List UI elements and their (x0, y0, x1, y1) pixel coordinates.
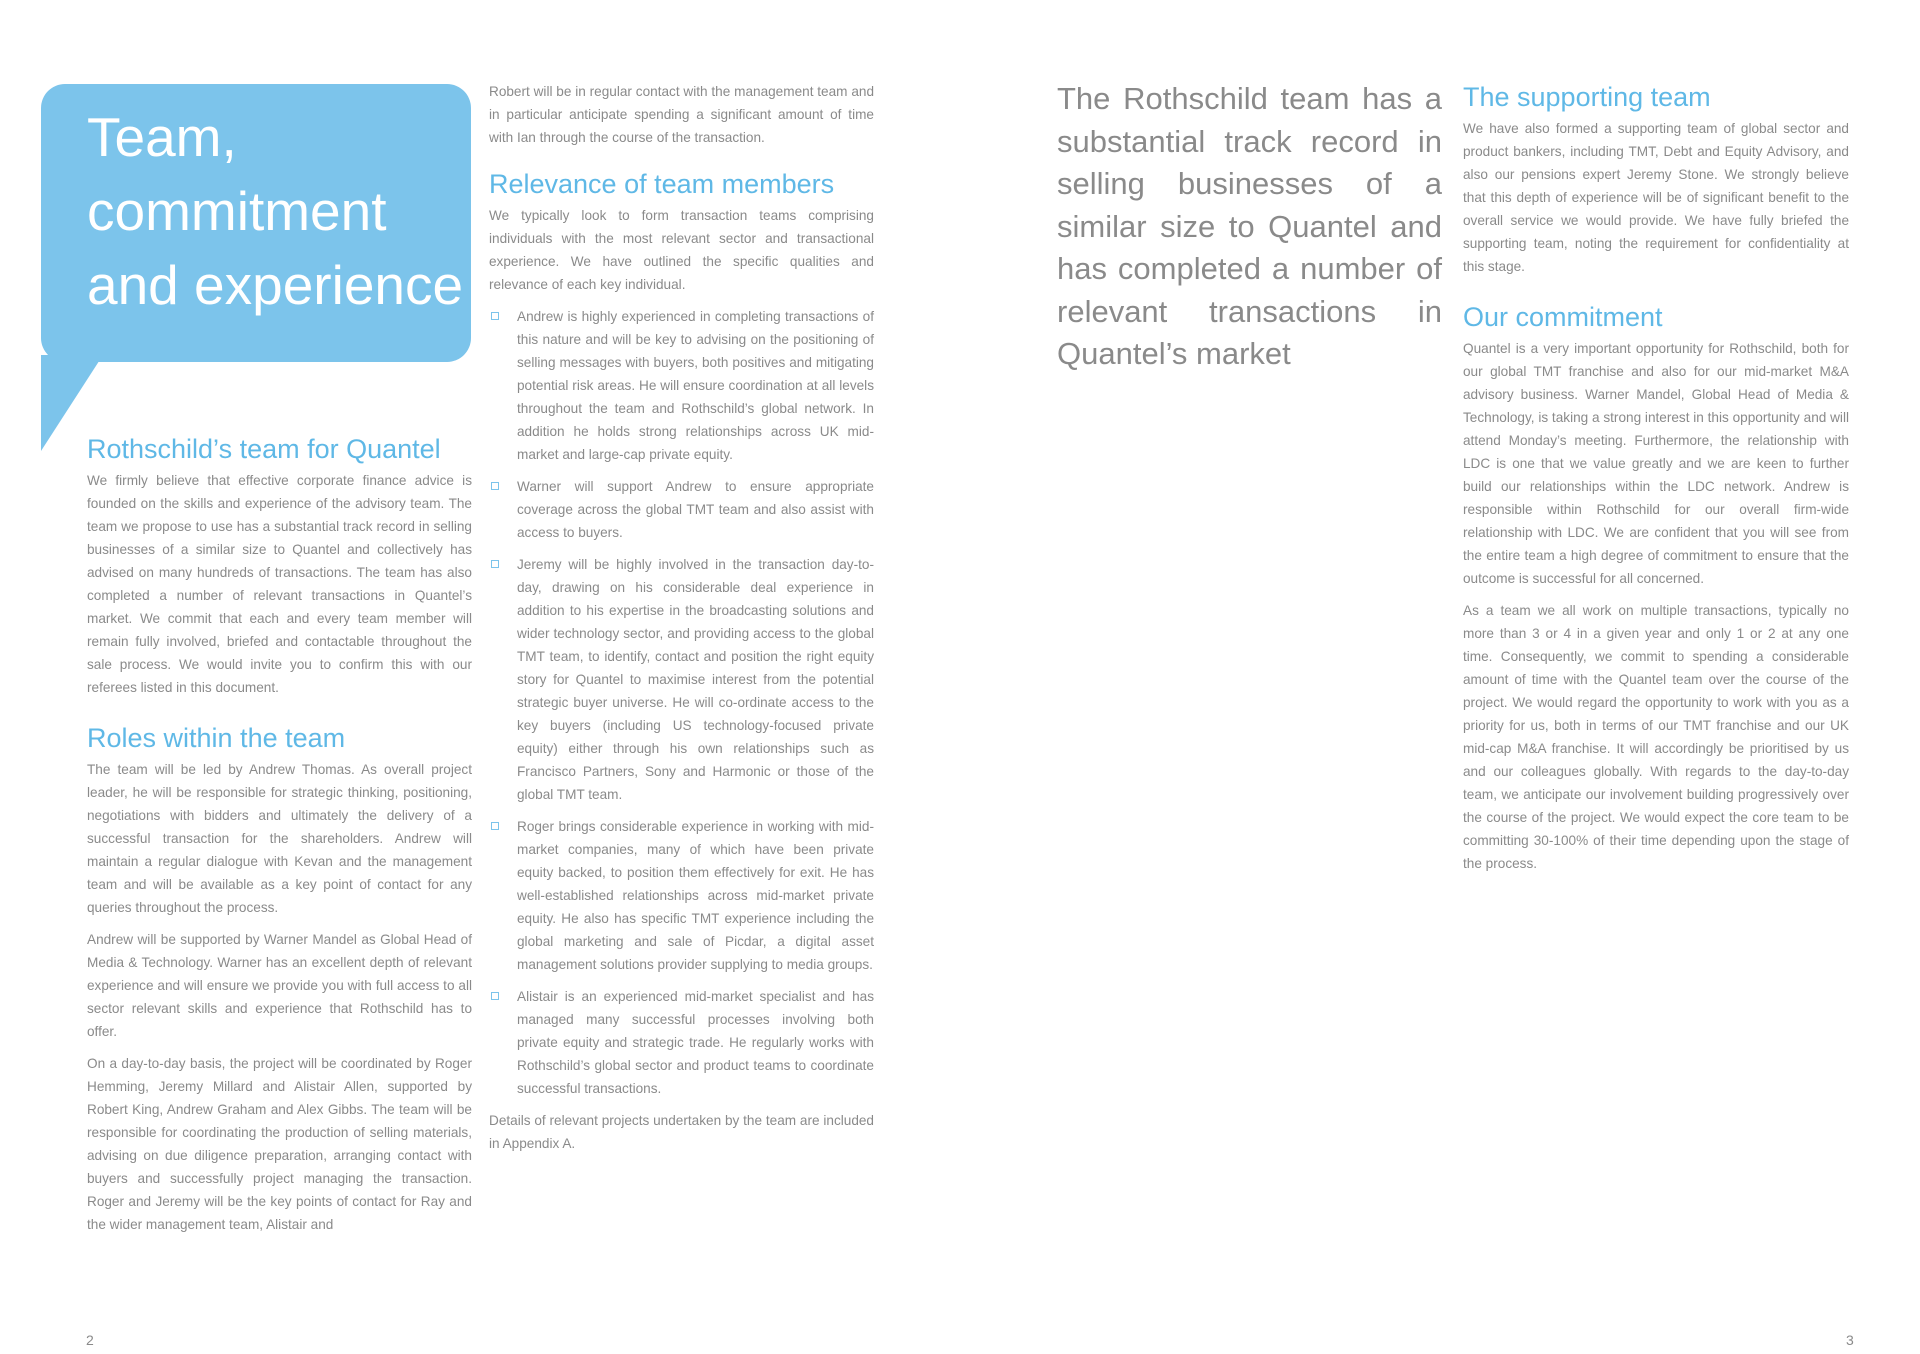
paragraph: Andrew will be supported by Warner Mandel as Global Head of Media & Technology. Warner has an excellent depth of relevant experience and will ensure we provide you with full access to all sector relevant skills and experience that Rothschild has to offer. (87, 932, 472, 1039)
right-page (960, 0, 1920, 1354)
relevance-section (489, 167, 874, 1155)
page-number-left: 2 (86, 1332, 94, 1348)
continuation-paragraph: Robert will be in regular contact with the management team and in particular anticipate spending a significant amount of time with Ian through the course of the transaction. (489, 84, 874, 145)
middle-column (489, 80, 874, 1164)
square-bullet-icon (491, 482, 499, 490)
bullet-text: Warner will support Andrew to ensure appropriate coverage across the global TMT team and also assist with access to buyers. (517, 479, 874, 540)
bullet-text: Alistair is an experienced mid-market specialist and has managed many successful processes involving both private equity and strategic trade. He regularly works with Rothschild’s global sector and product teams to coordinate successful transactions. (517, 989, 874, 1096)
page-number-right: 3 (1846, 1332, 1854, 1348)
relevance-heading: Relevance of team members (489, 169, 835, 199)
paragraph: We have also formed a supporting team of global sector and product bankers, including TMT, Debt and Equity Advisory, and also our pensions expert Jeremy Stone. We strongly believe that this depth of experience will be of significant benefit to the overall service we would provide. We have fully briefed the supporting team, noting the requirement for confidentiality at this stage. (1463, 121, 1849, 274)
bullet-text: Andrew is highly experienced in completing transactions of this nature and will be key to advising on the positioning of selling messages with buyers, both positives and mitigating potential risk areas. He will ensure coordination at all levels throughout the team and Rothschild’s global network. In addition he holds strong relationships across UK mid-market and large-cap private equity. (517, 309, 874, 462)
list-item (489, 475, 874, 544)
list-item (489, 553, 874, 806)
paragraph: We firmly believe that effective corporate finance advice is founded on the skills and experience of the advisory team. The team we propose to use has a substantial track record in selling businesses of a similar size to Quantel and collectively has advised on many hundreds of transactions. The team has also completed a number of relevant transactions in Quantel’s market. We commit that each and every team member will remain fully involved, briefed and contactable throughout the sale process. We would invite you to confirm this with our referees listed in this document. (87, 473, 472, 695)
list-item (489, 305, 874, 466)
paragraph: As a team we all work on multiple transactions, typically no more than 3 or 4 in a given year and only 1 or 2 at any one time. Consequently, we commit to spending a considerable amount of time with the Quantel team over the course of the project. We would regard the opportunity to work with you as a priority for us, both in terms of our TMT franchise and our UK mid-cap M&A franchise. It will accordingly be prioritised by us and our colleagues globally. With regards to the day-to-day team, we anticipate our involvement building progressively over the course of the project. We would expect the core team to be committing 30-100% of their time depending upon the stage of the process. (1463, 603, 1849, 871)
square-bullet-icon (491, 560, 499, 568)
relevance-intro: We typically look to form transaction teams comprising individuals with the most relevant sector and transactional experience. We have outlined the specific qualities and relevance of each key individual. (489, 208, 874, 292)
team-member-list (489, 305, 874, 1100)
paragraph: The team will be led by Andrew Thomas. As overall project leader, he will be responsible for strategic thinking, positioning, negotiations with bidders and ultimately the delivery of a successful transaction for the shareholders. Andrew will maintain a regular dialogue with Kevan and the management team and will be available as a key point of contact for any queries throughout the process. (87, 762, 472, 915)
square-bullet-icon (491, 822, 499, 830)
commitment-heading: Our commitment (1463, 302, 1663, 332)
roles-heading: Roles within the team (87, 723, 346, 753)
square-bullet-icon (491, 992, 499, 1000)
page-title: Team, commitment and experience (87, 106, 464, 316)
supporting-team-section (1463, 80, 1849, 278)
list-item (489, 985, 874, 1100)
rothschild-team-section (87, 432, 472, 699)
roles-section (87, 721, 472, 1236)
right-column (1463, 80, 1849, 884)
list-item (489, 815, 874, 976)
left-column (87, 432, 472, 1245)
pull-quote: The Rothschild team has a substantial track record in selling businesses of a similar size to Quantel and has completed a number of relevant transactions in Quantel’s market (1057, 81, 1442, 371)
square-bullet-icon (491, 312, 499, 320)
paragraph: On a day-to-day basis, the project will be coordinated by Roger Hemming, Jeremy Millard and Alistair Allen, supported by Robert King, Andrew Graham and Alex Gibbs. The team will be responsible for coordinating the production of selling materials, advising on due diligence preparation, arranging contact with buyers and successfully project managing the transaction. Roger and Jeremy will be the key points of contact for Ray and the wider management team, Alistair and (87, 1056, 472, 1232)
bullet-text: Roger brings considerable experience in working with mid-market companies, many of which have been private equity backed, to position them effectively for exit. He has well-established relationships across mid-market private equity. He also has specific TMT experience including the global marketing and sale of Picdar, a digital asset management solutions provider supplying to media groups. (517, 819, 874, 972)
commitment-section (1463, 300, 1849, 875)
closing-paragraph: Details of relevant projects undertaken by the team are included in Appendix A. (489, 1113, 874, 1151)
pull-quote-column (1057, 78, 1442, 376)
title-speech-bubble (41, 84, 471, 362)
bullet-text: Jeremy will be highly involved in the transaction day-to-day, drawing on his considerable deal experience in addition to his expertise in the broadcasting solutions and wider technology sector, and providing access to the global TMT team, to identify, contact and position the right equity story for Quantel to maximise interest from the potential strategic buyer universe. He will co-ordinate access to the key buyers (including US technology-focused private equity) either through his own relationships such as Francisco Partners, Sony and Harmonic or those of the global TMT team. (517, 557, 874, 802)
rothschild-team-heading: Rothschild’s team for Quantel (87, 434, 441, 464)
supporting-team-heading: The supporting team (1463, 82, 1711, 112)
paragraph: Quantel is a very important opportunity for Rothschild, both for our global TMT franchise and also for our mid-market M&A advisory business. Warner Mandel, Global Head of Media & Technology, is taking a strong interest in this opportunity and will attend Monday’s meeting. Furthermore, the relationship with LDC is one that we value greatly and we are keen to further build our relationships within the LDC network. Andrew is responsible within Rothschild for our overall firm-wide relationship with LDC. We are confident that you will see from the entire team a high degree of commitment to ensure that the outcome is successful for all concerned. (1463, 341, 1849, 586)
